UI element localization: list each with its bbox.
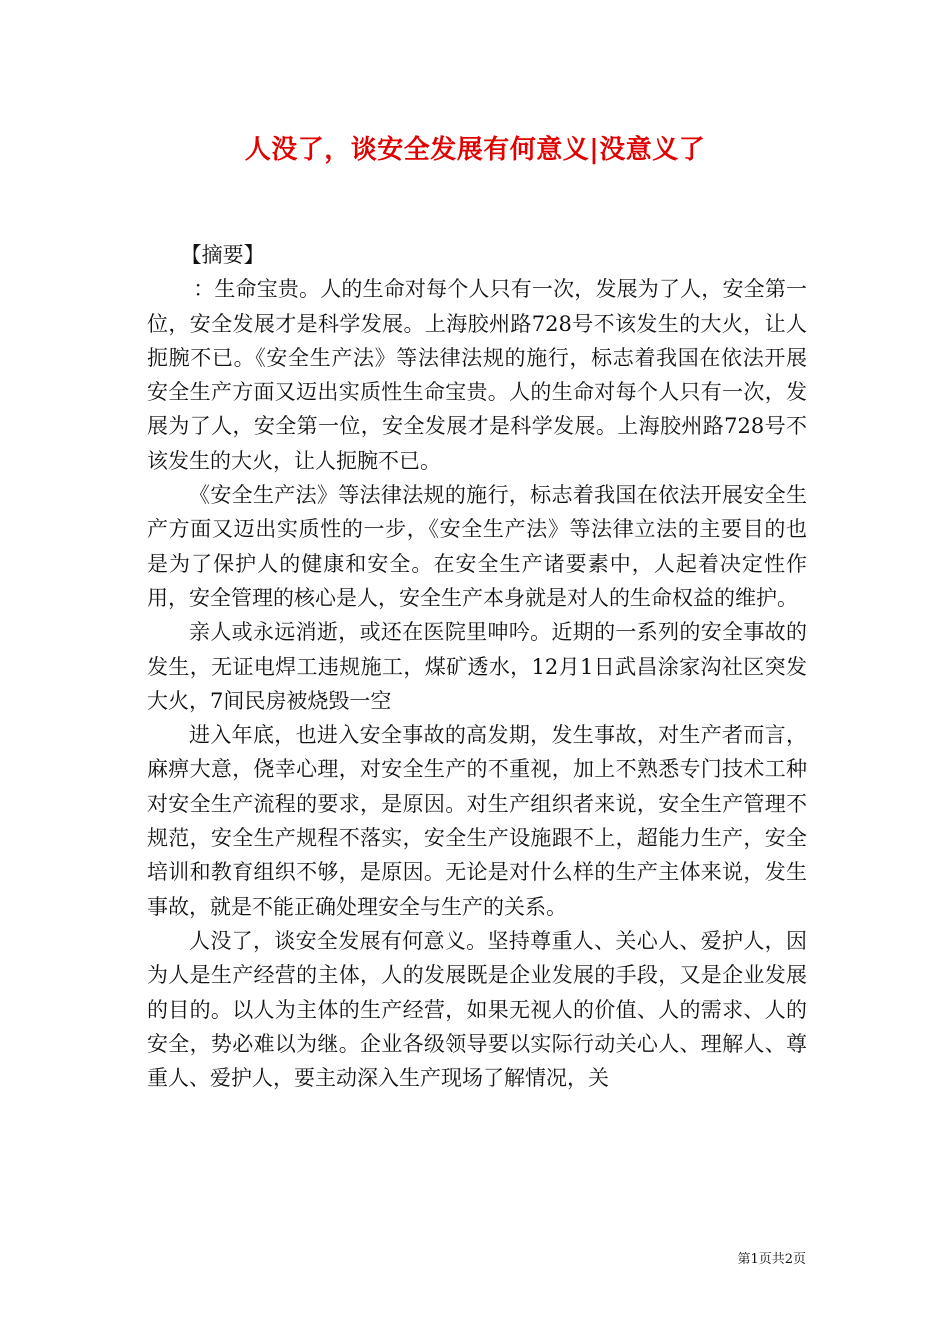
document-body — [147, 238, 807, 1095]
paragraph: 亲人或永远消逝，或还在医院里呻吟。近期的一系列的安全事故的发生，无证电焊工违规施工，煤矿透水，12月1日武昌涂家沟社区突发大火，7间民房被烧毁一空 — [147, 620, 807, 713]
abstract-label: 【摘要】 — [180, 243, 265, 267]
paragraph-abstract: ：生命宝贵。人的生命对每个人只有一次，发展为了人，安全第一位，安全发展才是科学发展。上海胶州路728号不该发生的大火，让人扼腕不已。《安全生产法》等法律法规的施行，标志着我国在依法开展安全生产方面又迈出实质性生命宝贵。人的生命对每个人只有一次，发展为了人，安全第一位，安全发展才是科学发展。上海胶州路728号不该发生的大火，让人扼腕不已。 — [147, 277, 807, 473]
paragraph: 《安全生产法》等法律法规的施行，标志着我国在依法开展安全生产方面又迈出实质性的一步，《安全生产法》等法律立法的主要目的也是为了保护人的健康和安全。在安全生产诸要素中，人起着决定性作用，安全管理的核心是人，安全生产本身就是对人的生命权益的维护。 — [147, 483, 807, 610]
page-number-footer: 第1页共2页 — [737, 1252, 806, 1267]
document-title: 人没了，谈安全发展有何意义|没意义了 — [244, 135, 706, 165]
paragraph: 进入年底，也进入安全事故的高发期，发生事故，对生产者而言，麻痹大意，侥幸心理，对安全生产的不重视，加上不熟悉专门技术工种对安全生产流程的要求，是原因。对生产组织者来说，安全生产管理不规范，安全生产规程不落实，安全生产设施跟不上，超能力生产，安全培训和教育组织不够，是原因。无论是对什么样的生产主体来说，发生事故，就是不能正确处理安全与生产的关系。 — [147, 723, 807, 919]
paragraph: 人没了，谈安全发展有何意义。坚持尊重人、关心人、爱护人，因为人是生产经营的主体，人的发展既是企业发展的手段，又是企业发展的目的。以人为主体的生产经营，如果无视人的价值、人的需求、人的安全，势必难以为继。企业各级领导要以实际行动关心人、理解人、尊重人、爱护人，要主动深入生产现场了解情况，关 — [147, 928, 807, 1091]
